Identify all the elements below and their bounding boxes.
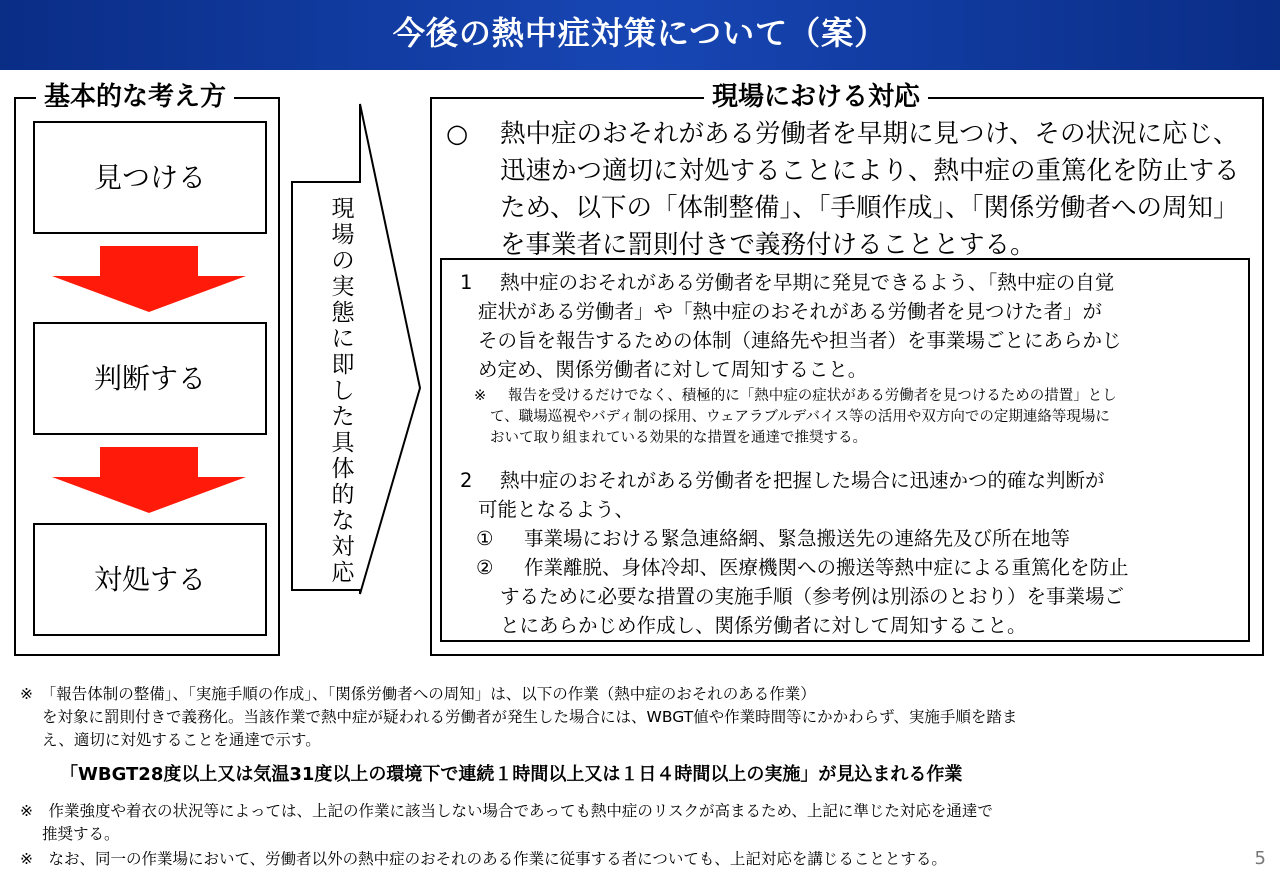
step-respond — [33, 523, 267, 636]
step-judge — [33, 322, 267, 435]
item1-number: 1 — [460, 271, 473, 294]
item2-number: 2 — [460, 469, 473, 492]
item1-line: 熱中症のおそれがある労働者を早期に発見できるよう、「熱中症の自覚 — [500, 271, 1115, 294]
item1-line: 症状がある労働者」や「熱中症のおそれがある労働者を見つけた者」が — [478, 300, 1103, 323]
step-find — [33, 121, 267, 234]
title-bar — [0, 0, 1280, 70]
item1-line: め定め、関係労働者に対して周知すること。 — [478, 358, 868, 381]
down-arrow-2 — [40, 447, 258, 513]
footnote-3: ※ なお、同一の作業場において、労働者以外の熱中症のおそれのある作業に従事する者についても、上記対応を講じることとする。 — [20, 850, 947, 868]
arrow-caption: 現場の実態に即した具体的な対応 — [331, 196, 355, 586]
footnote-2-line: ※ 作業強度や着衣の状況等によっては、上記の作業に該当しない場合であっても熱中症のリスクが高まるため、上記に準じた対応を通達で — [20, 802, 993, 820]
intro-paragraph — [446, 116, 1246, 264]
footnote-1-line: を対象に罰則付きで義務化。当該作業で熱中症が疑われる労働者が発生した場合には、WBGT値や作業時間等にかかわらず、実施手順を踏ま — [42, 708, 1018, 726]
onsite-response-heading: 現場における対応 — [704, 80, 928, 114]
item1-note-line: おいて取り組まれている効果的な措置を通達で推奨する。 — [490, 430, 867, 446]
target-work-definition: 「WBGT28度以上又は気温31度以上の環境下で連続１時間以上又は１日４時間以上の実施」が見込まれる作業 — [60, 764, 963, 785]
down-arrow-1 — [40, 246, 258, 312]
step-respond-label: 対処する — [93, 563, 206, 596]
footnote-2-line: 推奨する。 — [42, 825, 120, 843]
item2-sub1-marker: ① — [476, 527, 494, 550]
item2-sub2-line: 作業離脱、身体冷却、医療機関への搬送等熱中症による重篤化を防止 — [524, 556, 1129, 579]
item2-sub1: 事業場における緊急連絡網、緊急搬送先の連絡先及び所在地等 — [524, 527, 1071, 550]
item1-line: その旨を報告するための体制（連絡先や担当者）を事業場ごとにあらかじ — [478, 329, 1122, 352]
item1-note-marker: ※ — [474, 388, 487, 404]
footnote-1-line: ※ 「報告体制の整備」、「実施手順の作成」、「関係労働者への周知」は、以下の作業（熱中症のおそれのある作業） — [20, 685, 816, 703]
item2-line: 可能となるよう、 — [478, 498, 635, 521]
item1-note-line: 報告を受けるだけでなく、積極的に「熱中症の症状がある労働者を見つけるための措置」とし — [508, 388, 1117, 404]
item2-sub2-marker: ② — [476, 556, 494, 579]
item1-note-line: て、職場巡視やバディ制の採用、ウェアラブルデバイス等の活用や双方向での定期連絡等現場に — [490, 409, 1110, 425]
basic-approach-heading: 基本的な考え方 — [36, 80, 234, 114]
intro-text: 熱中症のおそれがある労働者を早期に見つけ、その状況に応じ、迅速かつ適切に対処することにより、熱中症の重篤化を防止するため、以下の「体制整備」、「手順作成」、「関係労働者への周知」を事業者に罰則付きで義務付けることとする。 — [500, 119, 1240, 260]
step-find-label: 見つける — [93, 161, 206, 194]
page-number: 5 — [1254, 848, 1266, 869]
step-judge-label: 判断する — [93, 362, 206, 395]
item2-sub2-line: するために必要な措置の実施手順（参考例は別添のとおり）を事業場ご — [500, 585, 1125, 608]
item2-line: 熱中症のおそれがある労働者を把握した場合に迅速かつ的確な判断が — [500, 469, 1105, 492]
page-title: 今後の熱中症対策について（案） — [392, 14, 888, 52]
footnote-1-line: え、適切に対処することを通達で示す。 — [42, 731, 321, 749]
item2-sub2-line: とにあらかじめ作成し、関係労働者に対して周知すること。 — [500, 614, 1027, 637]
circle-marker: ○ — [446, 119, 469, 149]
